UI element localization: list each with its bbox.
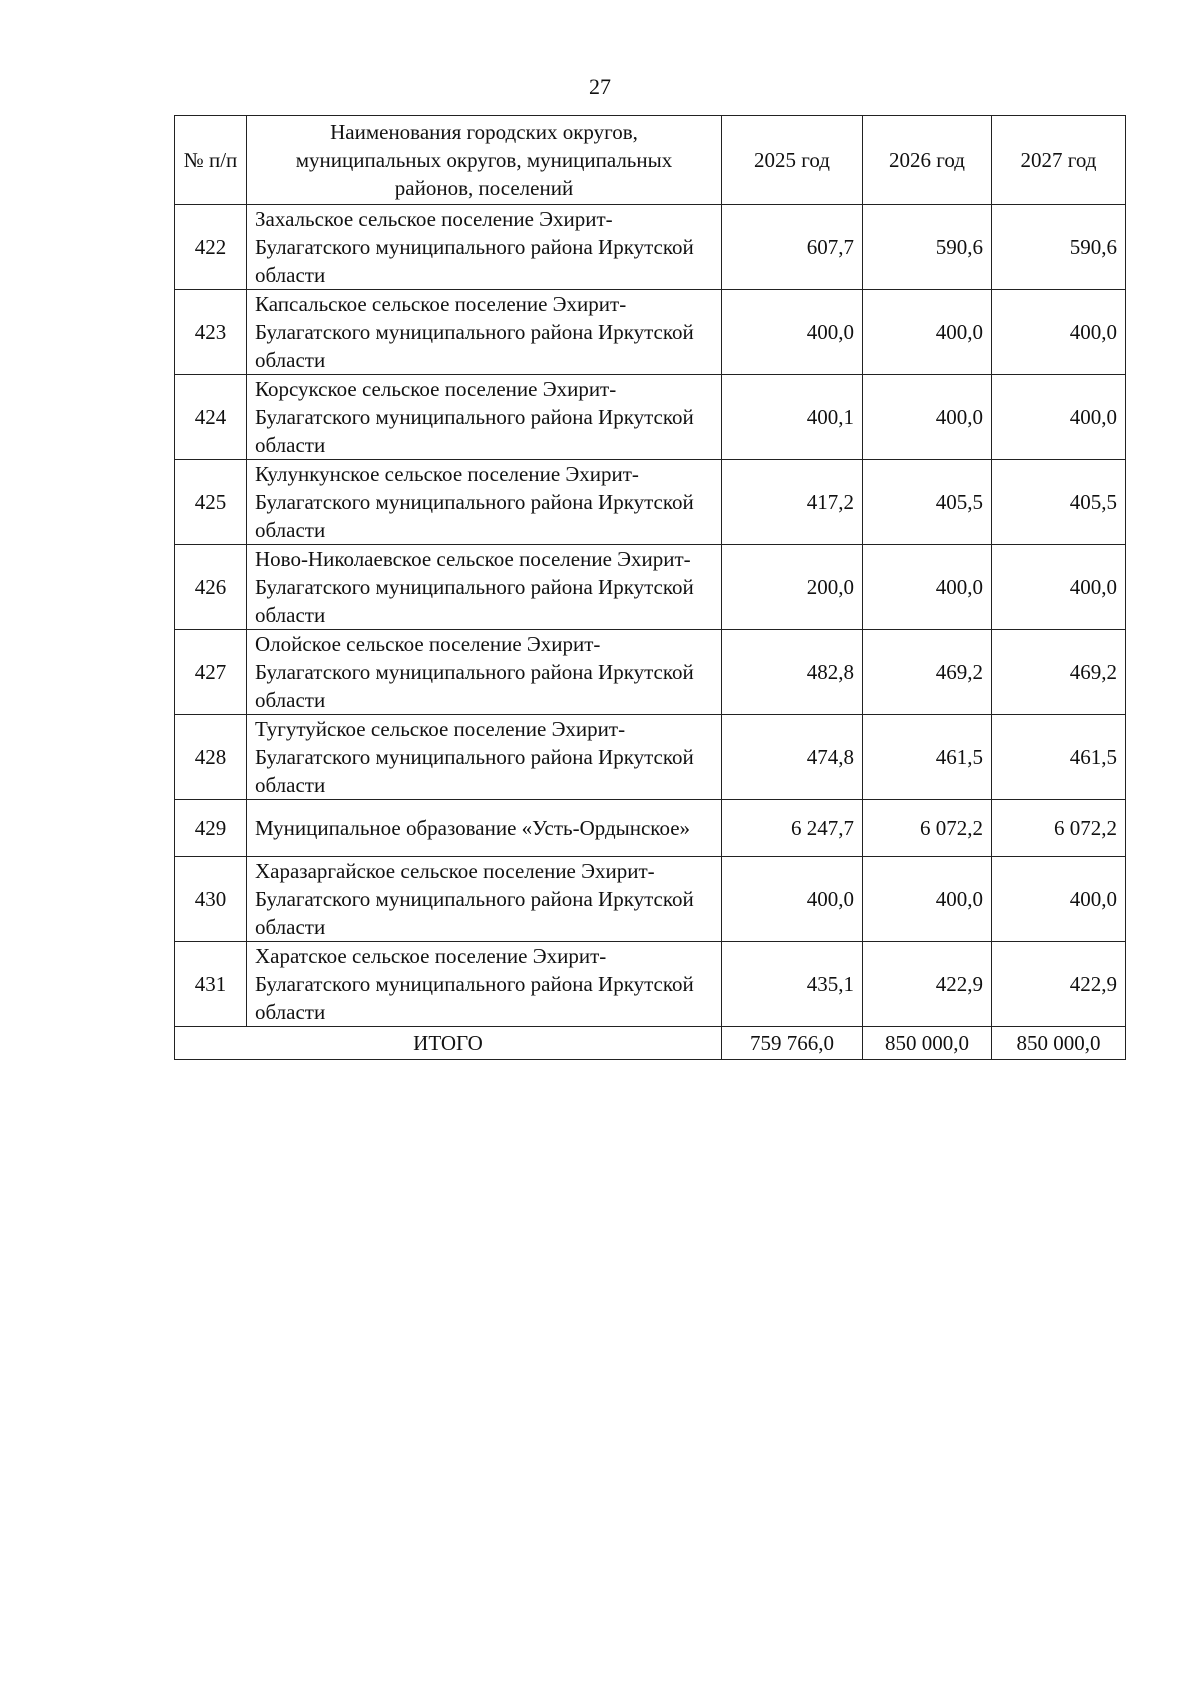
row-value-2026: 422,9 (863, 942, 992, 1027)
row-name: Ново-Николаевское сельское поселение Эхирит-Булагатского муниципального района Иркутской области (247, 545, 722, 630)
total-value-2025: 759 766,0 (722, 1027, 863, 1060)
row-value-2026: 400,0 (863, 857, 992, 942)
row-value-2025: 400,1 (722, 375, 863, 460)
row-value-2026: 6 072,2 (863, 800, 992, 857)
row-value-2025: 435,1 (722, 942, 863, 1027)
row-number: 430 (175, 857, 247, 942)
row-value-2026: 590,6 (863, 205, 992, 290)
row-name: Кулункунское сельское поселение Эхирит-Булагатского муниципального района Иркутской области (247, 460, 722, 545)
row-value-2025: 6 247,7 (722, 800, 863, 857)
budget-table (174, 115, 1126, 1060)
row-value-2026: 405,5 (863, 460, 992, 545)
row-name: Захальское сельское поселение Эхирит-Булагатского муниципального района Иркутской области (247, 205, 722, 290)
total-value-2027: 850 000,0 (992, 1027, 1126, 1060)
row-name: Муниципальное образование «Усть-Ордынское» (247, 800, 722, 857)
table-row (175, 545, 1126, 630)
row-name: Олойское сельское поселение Эхирит-Булагатского муниципального района Иркутской области (247, 630, 722, 715)
row-name: Капсальское сельское поселение Эхирит-Булагатского муниципального района Иркутской области (247, 290, 722, 375)
table-row (175, 205, 1126, 290)
row-value-2027: 400,0 (992, 857, 1126, 942)
row-value-2025: 400,0 (722, 857, 863, 942)
row-number: 431 (175, 942, 247, 1027)
header-2026: 2026 год (863, 116, 992, 205)
row-value-2025: 417,2 (722, 460, 863, 545)
table-row (175, 715, 1126, 800)
table-row (175, 460, 1126, 545)
total-label: ИТОГО (175, 1027, 722, 1060)
row-name: Тугутуйское сельское поселение Эхирит-Булагатского муниципального района Иркутской области (247, 715, 722, 800)
row-value-2027: 400,0 (992, 545, 1126, 630)
row-value-2027: 405,5 (992, 460, 1126, 545)
row-value-2027: 400,0 (992, 375, 1126, 460)
row-name: Корсукское сельское поселение Эхирит-Булагатского муниципального района Иркутской области (247, 375, 722, 460)
row-name: Харатское сельское поселение Эхирит-Булагатского муниципального района Иркутской области (247, 942, 722, 1027)
row-number: 424 (175, 375, 247, 460)
row-value-2025: 607,7 (722, 205, 863, 290)
row-number: 427 (175, 630, 247, 715)
row-value-2027: 422,9 (992, 942, 1126, 1027)
row-value-2027: 590,6 (992, 205, 1126, 290)
row-value-2026: 400,0 (863, 290, 992, 375)
header-2025: 2025 год (722, 116, 863, 205)
row-value-2025: 474,8 (722, 715, 863, 800)
header-2027: 2027 год (992, 116, 1126, 205)
table-body (175, 205, 1126, 1027)
row-number: 422 (175, 205, 247, 290)
row-value-2027: 461,5 (992, 715, 1126, 800)
row-value-2026: 461,5 (863, 715, 992, 800)
header-name: Наименования городских округов, муниципальных округов, муниципальных районов, поселений (247, 116, 722, 205)
row-value-2027: 469,2 (992, 630, 1126, 715)
table-header (175, 116, 1126, 205)
table-footer (175, 1027, 1126, 1060)
table-row (175, 630, 1126, 715)
table-row (175, 857, 1126, 942)
table-row (175, 942, 1126, 1027)
row-number: 426 (175, 545, 247, 630)
row-number: 423 (175, 290, 247, 375)
total-row (175, 1027, 1126, 1060)
row-value-2027: 400,0 (992, 290, 1126, 375)
table-row (175, 290, 1126, 375)
row-name: Харазаргайское сельское поселение Эхирит-Булагатского муниципального района Иркутской области (247, 857, 722, 942)
row-value-2026: 400,0 (863, 375, 992, 460)
row-value-2026: 469,2 (863, 630, 992, 715)
total-value-2026: 850 000,0 (863, 1027, 992, 1060)
header-number: № п/п (175, 116, 247, 205)
table-row (175, 375, 1126, 460)
row-value-2026: 400,0 (863, 545, 992, 630)
row-number: 428 (175, 715, 247, 800)
row-number: 425 (175, 460, 247, 545)
row-value-2025: 482,8 (722, 630, 863, 715)
page-number: 27 (589, 74, 611, 99)
row-number: 429 (175, 800, 247, 857)
row-value-2027: 6 072,2 (992, 800, 1126, 857)
table-row (175, 800, 1126, 857)
row-value-2025: 200,0 (722, 545, 863, 630)
row-value-2025: 400,0 (722, 290, 863, 375)
